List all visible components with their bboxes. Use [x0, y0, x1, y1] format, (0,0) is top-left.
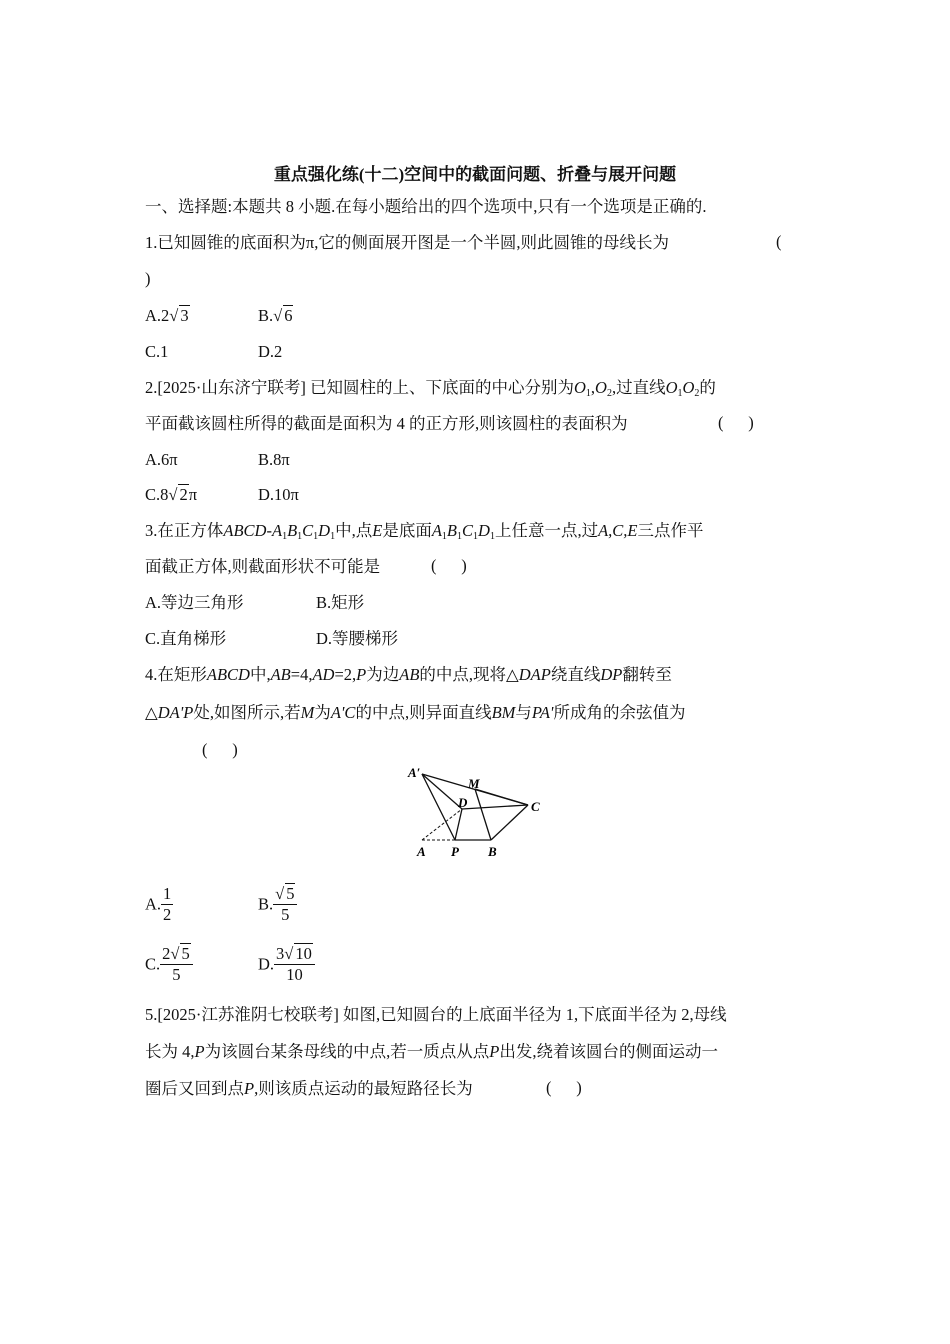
- fraction: $\frac{1}{2}$: [163, 884, 172, 924]
- q1-option-b[interactable]: B.√ 6: [258, 306, 293, 325]
- q1-paren-close: ): [145, 269, 151, 288]
- fraction: $\frac{2√ 5}{5}$: [160, 944, 193, 985]
- q2-paren: ( ): [718, 413, 754, 432]
- fig-label-d: D: [458, 795, 468, 810]
- q5-stem-line1: 5.[2025·江苏淮阴七校联考] 如图,已知圆台的上底面半径为 1,下底面半径为 2,母线: [145, 1005, 727, 1024]
- page-title: 重点强化练(十二)空间中的截面问题、折叠与展开问题: [273, 165, 677, 184]
- q3-stem-line2: 面截正方体,则截面形状不可能是: [145, 557, 381, 576]
- q4-option-c[interactable]: C. $\frac{2√ 5}{5}$: [145, 944, 193, 985]
- q1-option-c[interactable]: C.1: [145, 342, 169, 361]
- q3-option-c[interactable]: C.直角梯形: [145, 629, 227, 648]
- radical-icon: √ 10: [284, 944, 312, 963]
- q4-paren: ( ): [202, 740, 238, 759]
- q2-option-d[interactable]: D.10π: [258, 485, 299, 504]
- q3-option-a[interactable]: A.等边三角形: [145, 593, 244, 612]
- q1-option-a[interactable]: A.2√ 3: [145, 306, 189, 325]
- radical-icon: √ 5: [275, 884, 295, 903]
- radical-icon: √ 3: [169, 306, 189, 325]
- q5-stem-line2: 长为 4,P为该圆台某条母线的中点,若一质点从点P出发,绕着该圆台的侧面运动一: [145, 1042, 718, 1061]
- fig-label-aprime: A′: [408, 765, 421, 780]
- q5-stem-line3: 圈后又回到点P,则该质点运动的最短路径长为: [145, 1079, 473, 1098]
- q3-option-d[interactable]: D.等腰梯形: [316, 629, 399, 648]
- q5-paren: ( ): [546, 1078, 582, 1097]
- fig-edge: [475, 789, 528, 805]
- radical-icon: √ 6: [273, 306, 293, 325]
- fig-edge: [475, 789, 491, 840]
- q4-stem-line2: △DA'P处,如图所示,若M为A'C的中点,则异面直线BM与PA'所成角的余弦值为: [145, 703, 686, 722]
- q2-option-a[interactable]: A.6π: [145, 450, 178, 469]
- fig-edge: [462, 805, 528, 809]
- fig-label-c: C: [531, 799, 540, 814]
- fig-edge: [422, 774, 455, 840]
- q3-stem-line1: 3.在正方体ABCD-$A_1B_1C_1D_1$中,点E是底面$A_1B_1C_1D_1$上任意一点,过A,C,E三点作平: [145, 521, 704, 542]
- q2-option-b[interactable]: B.8π: [258, 450, 290, 469]
- section-instructions: 一、选择题:本题共 8 小题.在每小题给出的四个选项中,只有一个选项是正确的.: [145, 197, 707, 216]
- radical-icon: √ 2: [168, 485, 188, 504]
- fig-label-m: M: [468, 776, 480, 791]
- q2-stem-line1: 2.[2025·山东济宁联考] 已知圆柱的上、下底面的中心分别为$O_1,O_2$,过直线$O_1O_2$的: [145, 378, 716, 399]
- q1-stem: 1.已知圆锥的底面积为π,它的侧面展开图是一个半圆,则此圆锥的母线长为: [145, 233, 669, 252]
- q4-stem-line1: 4.在矩形ABCD中,AB=4,AD=2,P为边AB的中点,现将△DAP绕直线DP翻转至: [145, 665, 672, 684]
- fig-edge: [455, 809, 462, 840]
- q1-paren-open: (: [776, 232, 782, 251]
- fraction: $\frac{√ 5}{5}$: [273, 884, 297, 925]
- fig-label-p: P: [451, 844, 459, 859]
- fig-label-b: B: [488, 844, 497, 859]
- q2-stem-line2: 平面截该圆柱所得的截面是面积为 4 的正方形,则该圆柱的表面积为: [145, 414, 628, 433]
- q3-option-b[interactable]: B.矩形: [316, 593, 365, 612]
- radical-icon: √ 5: [170, 944, 190, 963]
- q2-option-c[interactable]: C.8√ 2π: [145, 485, 198, 504]
- fig-label-a: A: [417, 844, 426, 859]
- q4-option-d[interactable]: D. $\frac{3√ 10}{10}$: [258, 944, 315, 985]
- q1-option-d[interactable]: D.2: [258, 342, 283, 361]
- fraction: $\frac{3√ 10}{10}$: [274, 944, 315, 985]
- q3-paren: ( ): [431, 556, 467, 575]
- fig-edge: [491, 805, 528, 840]
- q4-option-b[interactable]: B. $\frac{√ 5}{5}$: [258, 884, 297, 925]
- q4-figure: [400, 764, 550, 864]
- q4-option-a[interactable]: A. $\frac{1}{2}$: [145, 884, 172, 924]
